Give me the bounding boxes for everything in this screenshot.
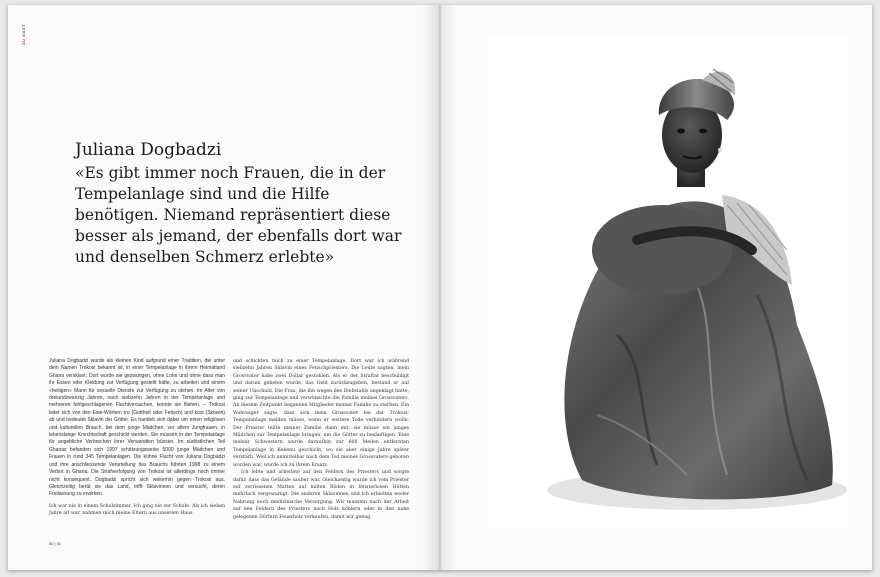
section-tag-label: GAST [21, 23, 26, 38]
left-page [8, 5, 440, 570]
body-paragraph: Ich lebte und arbeitete auf den Feldern des Priesters und sorgte dafür, dass das Gelände sauber war. Gleichzeitig wurde ich vom Priester auf zerrissenen Matten auf kalten Böden in fensterlosen Hütten mehrfach vergewaltigt. Die anderen Sklavinnen und ich erhielten weder Nahrung noch medizinische Versorgung. Wir mussten nach der Arbeit auf den Feldern des Priesters noch Holz köhlern oder in den nahe gelegenen Dörfern Feuerholz verkaufen, damit wir genug [233, 470, 409, 520]
magazine-spread [8, 5, 872, 570]
page-numbers: 50 | 51 [49, 541, 62, 546]
author-name: Juliana Dogbadzi [75, 140, 222, 160]
text-column-left [49, 358, 225, 518]
body-paragraph: und schickten mich zu einer Tempelanlage. Dort war ich während siebzehn Jahren Sklavin eines Fetischpriesters. Die Leute sagten, mein Grossvater habe zwei Dollar gestohlen. Als er der Straftat beschuldigt und darum gebeten wurde, das Geld zurückzugeben, bestand er auf seiner Unschuld. Die Frau, die ihn wegen des Diebstahls angeklagt hatte, ging zur Tempelanlage und verwünschte die Familie meines Grossvaters. Ab diesem Zeitpunkt begannen Mitglieder meiner Familie zu sterben. Ein Wahrsager sagte, dass sich mein Grossvater bei der Trokosi-Tempelanlage melden müsse, wenn er weitere Tode verhindern wolle. Der Priester teilte meiner Familie dann mit, sie müsse ein junges Mädchen zur Tempelanlage bringen, um die Götter zu besänftigen. Eine meiner Schwestern wurde daraufhin zur 600 Meilen entfernten Tempelanlage in Kebenu geschickt, wo sie aber einige Jahre später verstarb. Weil ich unmittelbar nach dem Tod meines Grossvaters geboren worden war, wurde ich zu ihrem Ersatz. [233, 359, 409, 468]
section-tag [21, 24, 26, 45]
body-paragraph: Ich war nie in einem Schulzimmer. Ich ging nie zur Schule. Als ich sieben Jahre alt war, nahmen mich meine Eltern aus unserem Haus [49, 503, 225, 517]
section-tag-mark: ZU [21, 38, 26, 45]
pull-quote: «Es gibt immer noch Frauen, die in der Tempelanlage sind und die Hilfe benötigen. Niemand repräsentiert diese besser als jemand, der ebenfalls dort war und denselben Schmerz erlebte» [75, 164, 402, 266]
right-page [440, 5, 872, 570]
intro-paragraph: Juliana Dogbadzi wurde als kleines Kind aufgrund einer Tradition, die unter dem Namen Trokosi bekannt ist, in einer Tempelanlage in ihrem Heimatland Ghana versklavt. Dort wurde sie gezwungen, ohne Lohn und ohne dass man ihr Essen oder Kleidung zur Verfügung gestellt hätte, zu arbeiten und einem «heiligen» Mann für sexuelle Dienste zur Verfügung zu stehen. Im Alter von dreiundzwanzig Jahren, nach siebzehn Jahren in der Tempelanlage und mehreren fehlgeschlagenen Fluchtversuchen, konnte sie fliehen. – Trokosi leitet sich von den Ewe-Wörtern tro (Gottheit oder Fetisch) und kosi (Sklavin) ab und bedeutet Sklavin der Götter. Es handelt sich dabei um einen religiösen und kulturellen Brauch, bei dem junge Mädchen, vor allem Jungfrauen, in lebenslange Knechtschaft geschickt werden. Sie müssen in der Tempelanlage für angebliche Verbrechen ihrer Verwandten büssen. Im südöstlichen Teil Ghanas befanden sich 1997 schätzungsweise 5000 junge Mädchen und Frauen in rund 345 Tempelanlagen. Die kühne Flucht von Juliana Dogbadzi und ihre anschliessende Verurteilung des Brauchs führten 1998 zu einem Verbot in Ghana. Die Strafverfolgung von Trokosi ist allerdings noch immer nicht konsequent. Dogbadzi spricht sich weiterhin gegen Trokosi aus. Gleichzeitig berät sie das Land, trifft Sklavinnen und versucht, deren Freilassung zu erwirken. [49, 358, 225, 498]
portrait-photo [487, 35, 849, 528]
portrait-illustration [487, 35, 849, 528]
text-column-right [233, 358, 409, 521]
